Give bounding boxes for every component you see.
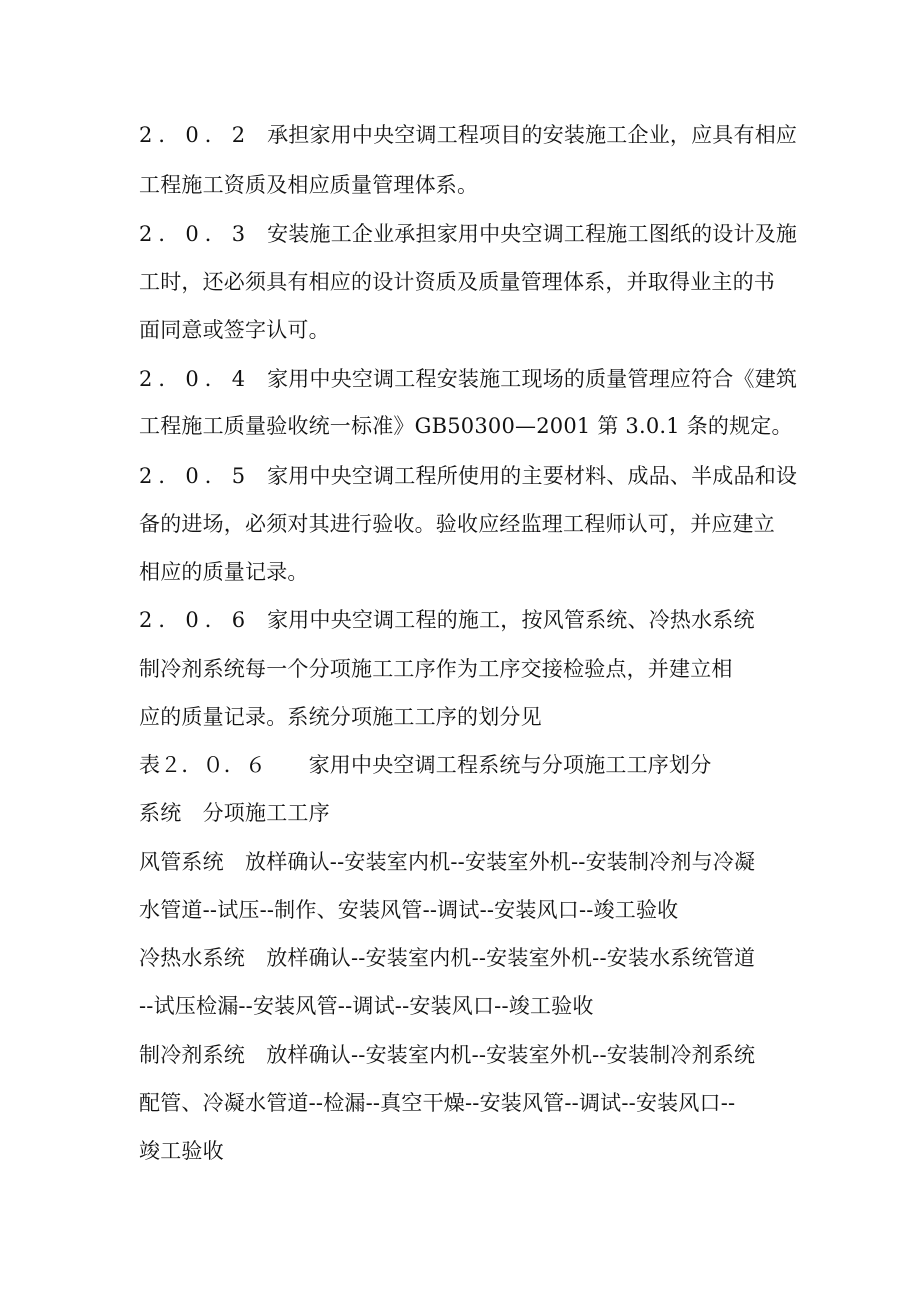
clause-2-0-5-line-1 [139, 462, 797, 490]
clause-2-0-6-line-1 [139, 606, 755, 634]
clause-number: 2．0．6 [139, 608, 252, 632]
clause-number: 2．0．4 [139, 367, 252, 391]
table-row-duct-line-2: 水管道--试压--制作、安装风管--调试--安装风口--竣工验收 [139, 898, 679, 922]
clause-2-0-4-line-1 [139, 365, 797, 393]
clause-2-0-4-line-2: 工程施工质量验收统一标准》GB50300—2001 第 3.0.1 条的规定。 [139, 414, 793, 438]
clause-2-0-5-line-3: 相应的质量记录。 [139, 560, 309, 584]
clause-text: 安装施工企业承担家用中央空调工程施工图纸的设计及施 [267, 222, 798, 246]
clause-number: 2．0．5 [139, 464, 252, 488]
table-row-refrigerant-line-3: 竣工验收 [139, 1139, 224, 1163]
clause-text: 承担家用中央空调工程项目的安装施工企业，应具有相应 [267, 123, 798, 147]
table-caption: 表２．０．６ 家用中央空调工程系统与分项施工工序划分 [139, 753, 712, 777]
clause-text: 家用中央空调工程的施工，按风管系统、冷热水系统 [267, 608, 755, 632]
clause-2-0-3-line-2: 工时，还必须具有相应的设计资质及质量管理体系，并取得业主的书 [139, 270, 775, 294]
clause-2-0-2-line-2: 工程施工资质及相应质量管理体系。 [139, 173, 479, 197]
clause-number: 2．0．2 [139, 123, 252, 147]
table-row-water-line-1: 冷热水系统 放样确认--安装室内机--安装室外机--安装水系统管道 [139, 946, 756, 970]
clause-2-0-6-line-2: 制冷剂系统每一个分项施工工序作为工序交接检验点，并建立相 [139, 657, 733, 681]
clause-2-0-2-line-1 [139, 121, 797, 149]
table-row-water-line-2: --试压检漏--安装风管--调试--安装风口--竣工验收 [139, 994, 594, 1018]
table-header: 系统 分项施工工序 [139, 801, 330, 825]
clause-2-0-5-line-2: 备的进场，必须对其进行验收。验收应经监理工程师认可，并应建立 [139, 512, 775, 536]
clause-number: 2．0．3 [139, 222, 252, 246]
clause-2-0-6-line-3: 应的质量记录。系统分项施工工序的划分见 [139, 705, 542, 729]
clause-2-0-3-line-1 [139, 220, 797, 248]
table-row-refrigerant-line-2: 配管、冷凝水管道--检漏--真空干燥--安装风管--调试--安装风口-- [139, 1091, 736, 1115]
table-row-refrigerant-line-1: 制冷剂系统 放样确认--安装室内机--安装室外机--安装制冷剂系统 [139, 1043, 756, 1067]
clause-2-0-3-line-3: 面同意或签字认可。 [139, 318, 330, 342]
clause-text: 家用中央空调工程安装施工现场的质量管理应符合《建筑 [267, 367, 798, 391]
table-row-duct-line-1: 风管系统 放样确认--安装室内机--安装室外机--安装制冷剂与冷凝 [139, 850, 756, 874]
clause-text: 家用中央空调工程所使用的主要材料、成品、半成品和设 [267, 464, 798, 488]
